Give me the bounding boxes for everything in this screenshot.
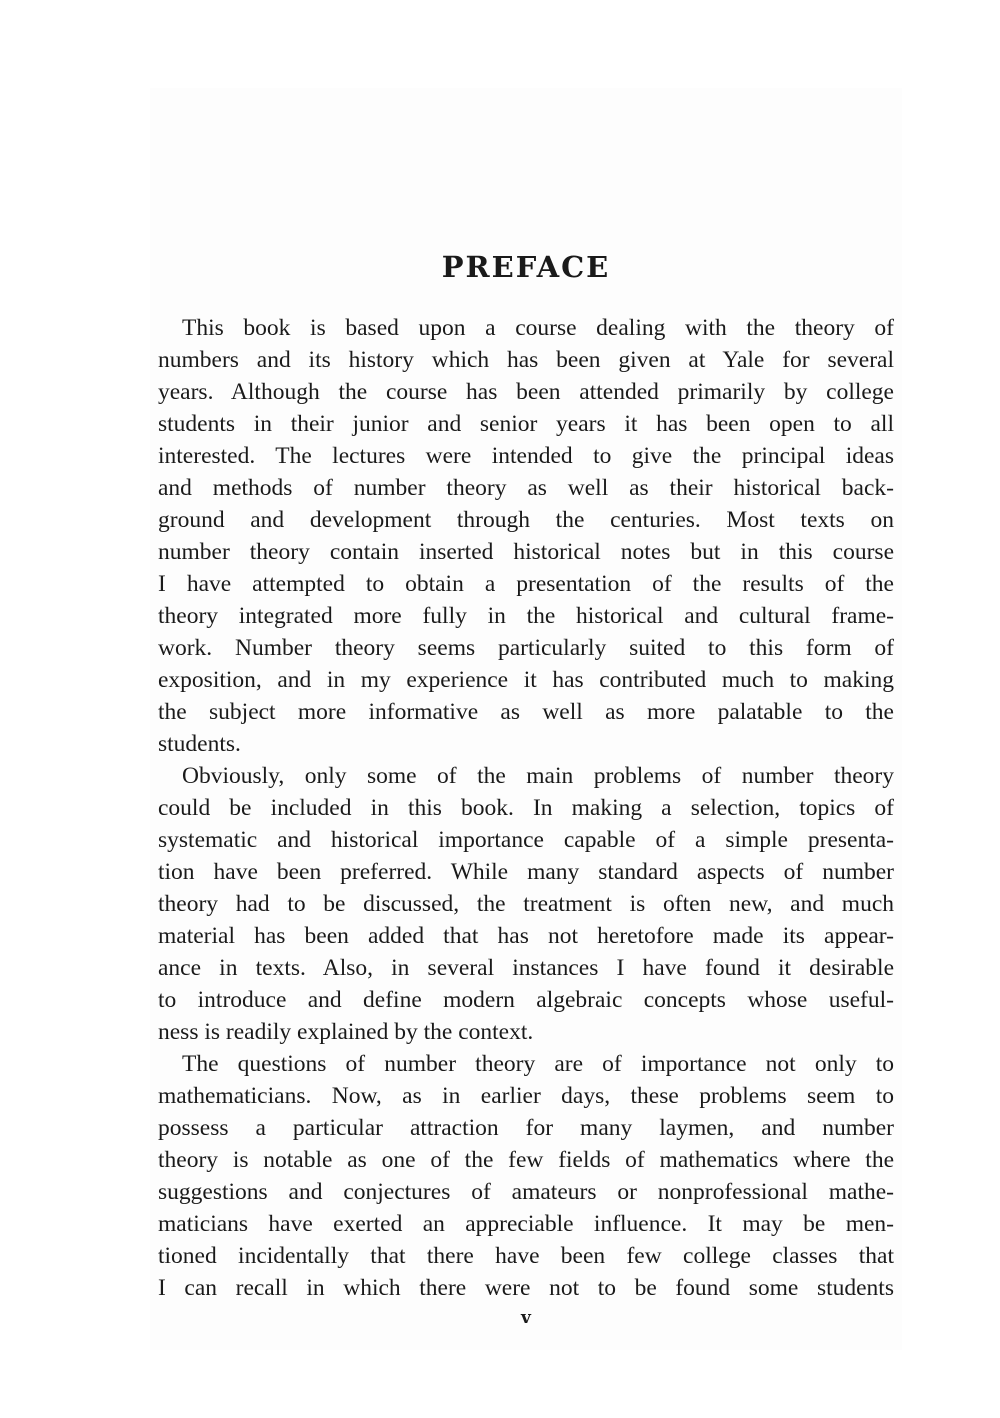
text-line: systematic and historical importance capable of a simple presenta- <box>158 827 894 853</box>
text-line: students. <box>158 731 241 757</box>
text-line: ness is readily explained by the context. <box>158 1019 534 1045</box>
text-line: theory is notable as one of the few fields of mathematics where the <box>158 1147 894 1173</box>
text-line: material has been added that has not heretofore made its appear- <box>158 923 894 949</box>
text-line: This book is based upon a course dealing with the theory of <box>182 315 894 341</box>
text-line: maticians have exerted an appreciable influence. It may be men- <box>158 1211 894 1237</box>
text-line: students in their junior and senior years it has been open to all <box>158 411 894 437</box>
text-line: theory integrated more fully in the historical and cultural frame- <box>158 603 894 629</box>
text-line: and methods of number theory as well as their historical back- <box>158 475 894 501</box>
text-line: ground and development through the centuries. Most texts on <box>158 507 894 533</box>
text-line: tion have been preferred. While many standard aspects of number <box>158 859 894 885</box>
text-line: I can recall in which there were not to be found some students <box>158 1275 894 1301</box>
text-line: suggestions and conjectures of amateurs or nonprofessional mathe- <box>158 1179 894 1205</box>
text-line: I have attempted to obtain a presentation of the results of the <box>158 571 894 597</box>
text-line: Obviously, only some of the main problems of number theory <box>182 763 894 789</box>
page-number: v <box>521 1308 531 1328</box>
text-line: work. Number theory seems particularly suited to this form of <box>158 635 894 661</box>
page-title: PREFACE <box>441 250 611 284</box>
text-line: tioned incidentally that there have been few college classes that <box>158 1243 894 1269</box>
text-line: ance in texts. Also, in several instances I have found it desirable <box>158 955 894 981</box>
text-line: number theory contain inserted historical notes but in this course <box>158 539 894 565</box>
text-line: theory had to be discussed, the treatment is often new, and much <box>158 891 894 917</box>
text-line: could be included in this book. In making a selection, topics of <box>158 795 894 821</box>
text-line: possess a particular attraction for many laymen, and number <box>158 1115 894 1141</box>
text-line: to introduce and define modern algebraic concepts whose useful- <box>158 987 894 1013</box>
text-line: exposition, and in my experience it has contributed much to making <box>158 667 894 693</box>
text-line: The questions of number theory are of importance not only to <box>182 1051 894 1077</box>
text-line: interested. The lectures were intended to give the principal ideas <box>158 443 894 469</box>
text-line: years. Although the course has been attended primarily by college <box>158 379 894 405</box>
text-line: numbers and its history which has been given at Yale for several <box>158 347 894 373</box>
text-line: the subject more informative as well as more palatable to the <box>158 699 894 725</box>
text-line: mathematicians. Now, as in earlier days, these problems seem to <box>158 1083 894 1109</box>
